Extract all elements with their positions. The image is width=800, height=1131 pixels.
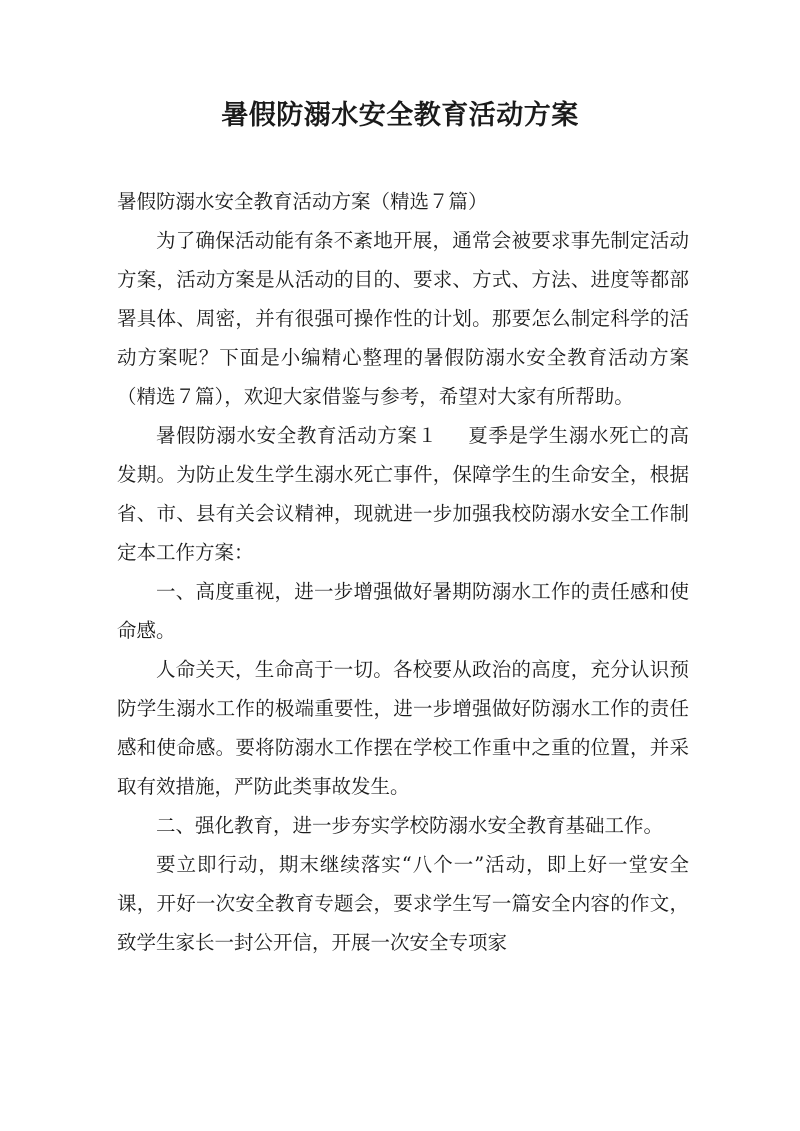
point1-paragraph: 人命关天，生命高于一切。各校要从政治的高度，充分认识预防学生溺水工作的极端重要性，进一步增强做好防溺水工作的责任感和使命感。要将防溺水工作摆在学校工作重中之重的位置，并采取有效措施，严防此类事故发生。: [117, 658, 689, 798]
intro-paragraph: 为了确保活动能有条不紊地开展，通常会被要求事先制定活动方案，活动方案是从活动的目的、要求、方式、方法、进度等都部署具体、周密，并有很强可操作性的计划。那要怎么制定科学的活动方案呢？下面是小编精心整理的暑假防溺水安全教育活动方案（精选７篇），欢迎大家借鉴与参考，希望对大家有所帮助。: [117, 229, 689, 408]
section1-heading: 暑假防溺水安全教育活动方案１: [156, 424, 438, 447]
section1-paragraph: [117, 416, 689, 572]
section1-text: 夏季是学生溺水死亡的高发期。为防止发生学生溺水死亡事件，保障学生的生命安全，根据省、市、县有关会议精神，现就进一步加强我校防溺水安全工作制定本工作方案：: [117, 424, 689, 564]
document-body: [117, 182, 689, 962]
document-title: 暑假防溺水安全教育活动方案: [221, 100, 579, 131]
point1-heading: 一、高度重视，进一步增强做好暑期防溺水工作的责任感和使命感。: [117, 580, 689, 642]
document-subtitle: 暑假防溺水安全教育活动方案（精选７篇）: [117, 190, 488, 213]
point2-paragraph: 要立即行动，期末继续落实“八个一”活动，即上好一堂安全课，开好一次安全教育专题会，要求学生写一篇安全内容的作文，致学生家长一封公开信，开展一次安全专项家: [117, 853, 689, 954]
point2-heading: 二、强化教育，进一步夯实学校防溺水安全教育基础工作。: [156, 814, 664, 837]
